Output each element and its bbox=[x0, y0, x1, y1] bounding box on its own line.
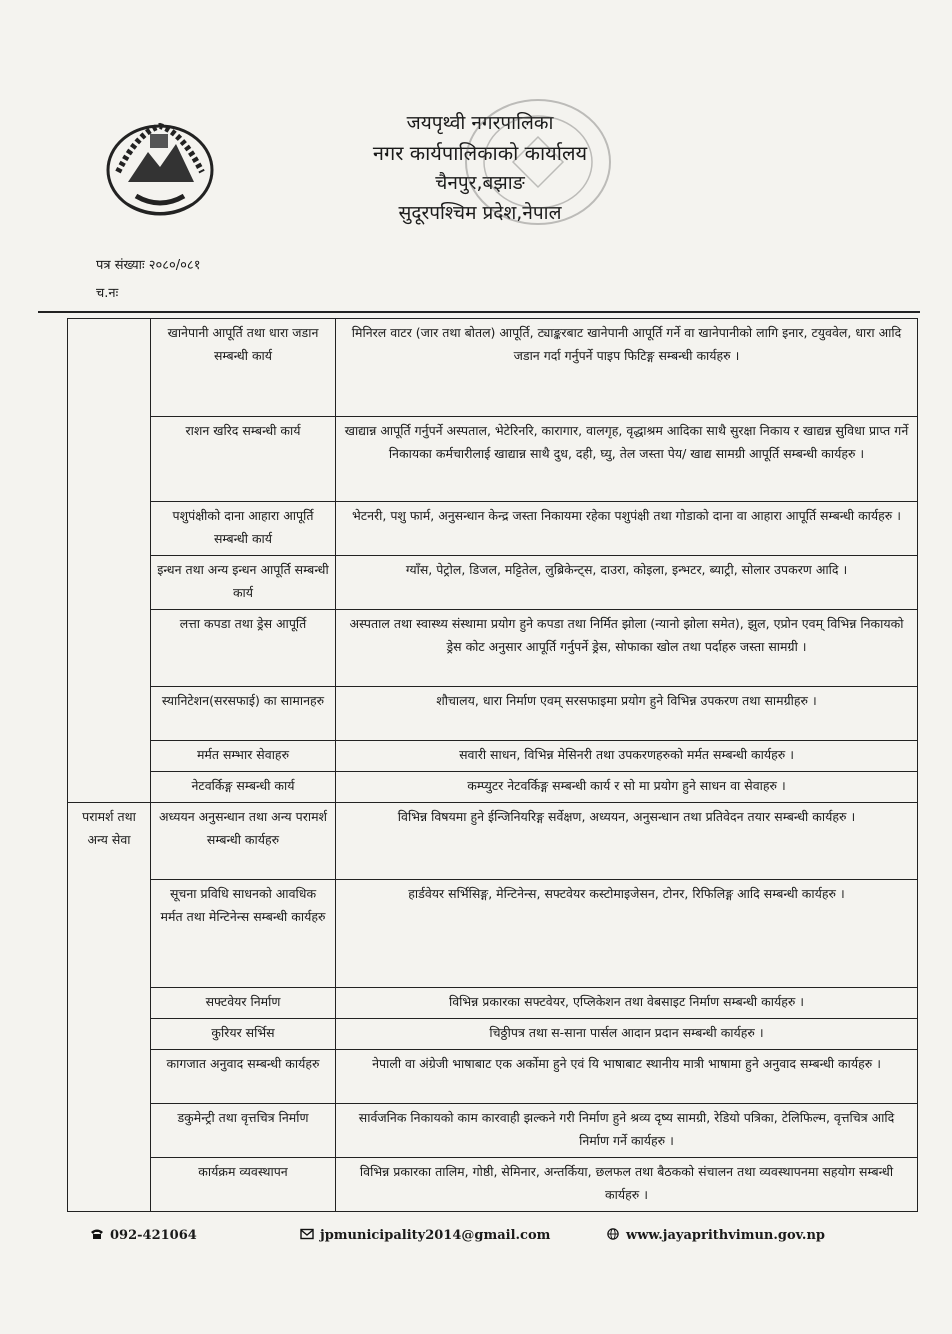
service-title: लत्ता कपडा तथा ड्रेस आपूर्ति bbox=[151, 610, 336, 687]
table-row bbox=[68, 880, 918, 988]
nepal-emblem bbox=[98, 112, 222, 224]
footer-phone bbox=[90, 1228, 197, 1243]
service-title: अध्ययन अनुसन्धान तथा अन्य परामर्श सम्बन्धी कार्यहरु bbox=[151, 803, 336, 880]
email-icon bbox=[300, 1228, 314, 1240]
table-row bbox=[68, 1158, 918, 1212]
table-row bbox=[68, 803, 918, 880]
service-description: कम्प्युटर नेटवर्किङ्ग सम्बन्धी कार्य र सो मा प्रयोग हुने साधन वा सेवाहरु । bbox=[336, 772, 918, 803]
table-row bbox=[68, 988, 918, 1019]
table-row bbox=[68, 556, 918, 610]
municipality-name: जयपृथ्वी नगरपालिका bbox=[406, 112, 554, 134]
service-title: खानेपानी आपूर्ति तथा धारा जडान सम्बन्धी कार्य bbox=[151, 319, 336, 417]
service-description: विभिन्न प्रकारका तालिम, गोष्ठी, सेमिनार, अन्तर्किया, छलफल तथा बैठकको संचालन तथा व्यवस्थापनमा सहयोग सम्बन्धी कार्यहरु । bbox=[336, 1158, 918, 1212]
service-description: खाद्यान्न आपूर्ति गर्नुपर्ने अस्पताल, भेटेरिनरि, कारागार, वालगृह, वृद्धाश्रम आदिका साथै सुरक्षा निकाय र खाद्यन्न सुविधा प्राप्त गर्ने निकायका कर्मचारीलाई खाद्यान्न साथै दुध, दही, घ्यु, तेल जस्ता पेय/ खाद्य सामग्री आपूर्ति सम्बन्धी कार्यहरु । bbox=[336, 417, 918, 502]
service-description: अस्पताल तथा स्वास्थ्य संस्थामा प्रयोग हुने कपडा तथा निर्मित झोला (न्यानो झोला समेत), झुल, एप्रोन एवम् विभिन्न निकायको ड्रेस कोट अनुसार आपूर्ति गर्नुपर्ने ड्रेस, सोफाका खोल तथा पर्दाहरु जस्ता सामग्री । bbox=[336, 610, 918, 687]
globe-icon bbox=[606, 1228, 620, 1240]
office-name: नगर कार्यपालिकाको कार्यालय bbox=[372, 141, 588, 165]
phone-number: 092-421064 bbox=[110, 1228, 197, 1243]
service-title: मर्मत सम्भार सेवाहरु bbox=[151, 741, 336, 772]
table-row bbox=[68, 741, 918, 772]
table-row bbox=[68, 417, 918, 502]
services-table bbox=[67, 318, 918, 1212]
service-title: नेटवर्किङ्ग सम्बन्धी कार्य bbox=[151, 772, 336, 803]
table-row bbox=[68, 502, 918, 556]
table-row bbox=[68, 1104, 918, 1158]
service-description: विभिन्न विषयमा हुने ईन्जिनियरिङ्ग सर्वेक्षण, अध्ययन, अनुसन्धान तथा प्रतिवेदन तयार सम्बन्धी कार्यहरु । bbox=[336, 803, 918, 880]
footer-email bbox=[300, 1228, 550, 1243]
dispatch-number: च.नः bbox=[96, 286, 119, 301]
service-description: ग्याँस, पेट्रोल, डिजल, मट्टितेल, लुब्रिकेन्ट्स, दाउरा, कोइला, इन्भटर, ब्याट्री, सोलार उपकरण आदि । bbox=[336, 556, 918, 610]
service-category: परामर्श तथा अन्य सेवा bbox=[68, 803, 151, 1212]
service-category bbox=[68, 319, 151, 803]
office-stamp bbox=[458, 92, 618, 232]
service-description: मिनिरल वाटर (जार तथा बोतल) आपूर्ति, ट्याङ्करबाट खानेपानी आपूर्ति गर्ने वा खानेपानीको लागि इनार, टयुववेल, धारा आदि जडान गर्दा गर्नुपर्ने पाइप फिटिङ्ग सम्बन्धी कार्यहरु । bbox=[336, 319, 918, 417]
service-title: डकुमेन्ट्री तथा वृत्तचित्र निर्माण bbox=[151, 1104, 336, 1158]
service-title: सूचना प्रविधि साधनको आवधिक मर्मत तथा मेन्टिनेन्स सम्बन्धी कार्यहरु bbox=[151, 880, 336, 988]
service-title: कार्यक्रम व्यवस्थापन bbox=[151, 1158, 336, 1212]
office-location: चैनपुर,बझाङ bbox=[435, 172, 525, 194]
letter-number: पत्र संख्याः २०८०/०८१ bbox=[96, 258, 201, 273]
service-title: कागजात अनुवाद सम्बन्धी कार्यहरु bbox=[151, 1050, 336, 1104]
service-description: नेपाली वा अंग्रेजी भाषाबाट एक अर्कोमा हुने एवं यि भाषाबाट स्थानीय मात्री भाषामा हुने अनुवाद सम्बन्धी कार्यहरु । bbox=[336, 1050, 918, 1104]
table-row bbox=[68, 1019, 918, 1050]
service-title: सफ्टवेयर निर्माण bbox=[151, 988, 336, 1019]
service-description: चिठ्ठीपत्र तथा स-साना पार्सल आदान प्रदान सम्बन्धी कार्यहरु । bbox=[336, 1019, 918, 1050]
service-title: पशुपंक्षीको दाना आहारा आपूर्ति सम्बन्धी कार्य bbox=[151, 502, 336, 556]
service-title: कुरियर सर्भिस bbox=[151, 1019, 336, 1050]
service-description: सार्वजनिक निकायको काम कारवाही झल्कने गरी निर्माण हुने श्रव्य दृष्य सामग्री, रेडियो पत्रिका, टेलिफिल्म, वृत्तचित्र आदि निर्माण गर्ने कार्यहरु । bbox=[336, 1104, 918, 1158]
header-divider bbox=[38, 311, 920, 313]
table-row bbox=[68, 1050, 918, 1104]
service-description: हार्डवेयर सर्भिसिङ्ग, मेन्टिनेन्स, सफ्टवेयर कस्टोमाइजेसन, टोनर, रिफिलिङ्ग आदि सम्बन्धी कार्यहरु । bbox=[336, 880, 918, 988]
service-title: स्यानिटेशन(सरसफाई) का सामानहरु bbox=[151, 687, 336, 741]
service-description: भेटनरी, पशु फार्म, अनुसन्धान केन्द्र जस्ता निकायमा रहेका पशुपंक्षी तथा गोडाको दाना वा आहारा आपूर्ति सम्बन्धी कार्यहरु । bbox=[336, 502, 918, 556]
reference-block bbox=[96, 252, 200, 308]
service-title: इन्धन तथा अन्य इन्धन आपूर्ति सम्बन्धी कार्य bbox=[151, 556, 336, 610]
footer-website bbox=[606, 1228, 825, 1243]
province-name: सुदूरपश्चिम प्रदेश,नेपाल bbox=[398, 202, 562, 224]
email-address: jpmunicipality2014@gmail.com bbox=[320, 1228, 551, 1243]
phone-icon bbox=[90, 1228, 104, 1240]
table-row bbox=[68, 319, 918, 417]
service-title: राशन खरिद सम्बन्धी कार्य bbox=[151, 417, 336, 502]
website-url: www.jayaprithvimun.gov.np bbox=[626, 1228, 825, 1243]
table-row bbox=[68, 610, 918, 687]
service-description: सवारी साधन, विभिन्न मेसिनरी तथा उपकरणहरुको मर्मत सम्बन्धी कार्यहरु । bbox=[336, 741, 918, 772]
service-description: शौचालय, धारा निर्माण एवम् सरसफाइमा प्रयोग हुने विभिन्न उपकरण तथा सामग्रीहरु । bbox=[336, 687, 918, 741]
service-description: विभिन्न प्रकारका सफ्टवेयर, एप्लिकेशन तथा वेबसाइट निर्माण सम्बन्धी कार्यहरु । bbox=[336, 988, 918, 1019]
table-row bbox=[68, 772, 918, 803]
table-row bbox=[68, 687, 918, 741]
